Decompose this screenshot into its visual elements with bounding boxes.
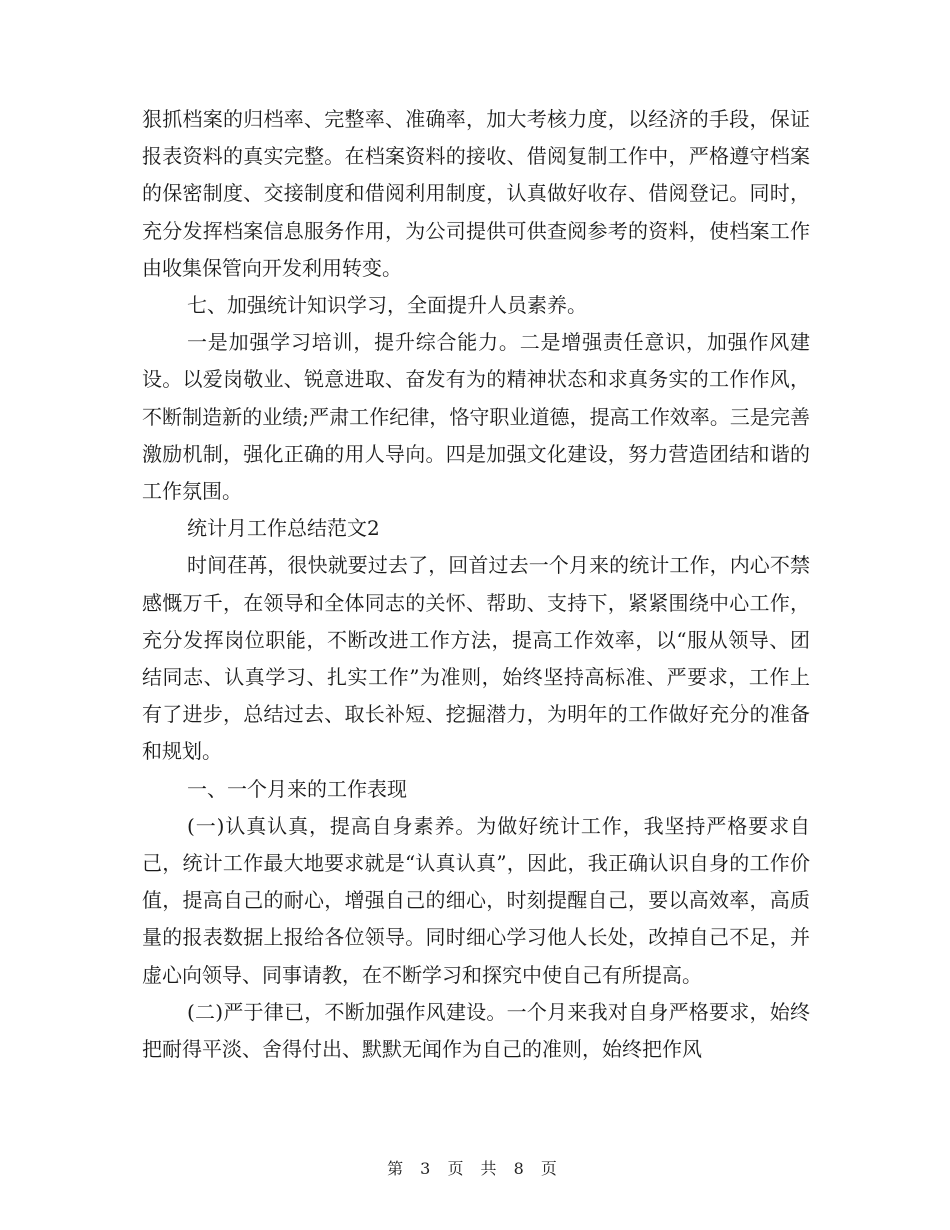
section-heading-one: 一、一个月来的工作表现: [187, 776, 407, 801]
section-heading-seven: 七、加强统计知识学习，全面提升人员素养。: [187, 293, 587, 318]
paragraph-item-one: (一)认真认真，提高自身素养。为做好统计工作，我坚持严格要求自己，统计工作最大地要求就是“认真认真”，因此，我正确认识自身的工作价值，提高自己的耐心，增强自己的细心，时刻提醒自己，要以高效率，高质量的报表数据上报给各位领导。同时细心学习他人长处，改掉自己不足，并虚心向领导、同事请教，在不断学习和探究中使自己有所提高。: [142, 813, 810, 987]
paragraph-training: 一是加强学习培训，提升综合能力。二是增强责任意识，加强作风建设。以爱岗敬业、锐意进取、奋发有为的精神状态和求真务实的工作作风，不断制造新的业绩;严肃工作纪律，恪守职业道德，提高工作效率。三是完善激励机制，强化正确的用人导向。四是加强文化建设，努力营造团结和谐的工作氛围。: [142, 330, 810, 504]
article-title-2: 统计月工作总结范文2: [187, 516, 380, 541]
paragraph-item-two: (二)严于律已，不断加强作风建设。一个月来我对自身严格要求，始终把耐得平淡、舍得付出、默默无闻作为自己的准则，始终把作风: [142, 999, 810, 1062]
paragraph-intro: 时间荏苒，很快就要过去了，回首过去一个月来的统计工作，内心不禁感慨万千，在领导和全体同志的关怀、帮助、支持下，紧紧围绕中心工作，充分发挥岗位职能，不断改进工作方法，提高工作效率，以“服从领导、团结同志、认真学习、扎实工作”为准则，始终坚持高标准、严要求，工作上有了进步，总结过去、取长补短、挖掘潜力，为明年的工作做好充分的准备和规划。: [142, 553, 810, 764]
page-number-footer: 第 3 页 共 8 页: [387, 1159, 563, 1178]
document-body: [142, 101, 810, 1068]
paragraph-archive-continuation: 狠抓档案的归档率、完整率、准确率，加大考核力度，以经济的手段，保证报表资料的真实完整。在档案资料的接收、借阅复制工作中，严格遵守档案的保密制度、交接制度和借阅利用制度，认真做好收存、借阅登记。同时，充分发挥档案信息服务作用，为公司提供可供查阅参考的资料，使档案工作由收集保管向开发利用转变。: [142, 107, 810, 280]
